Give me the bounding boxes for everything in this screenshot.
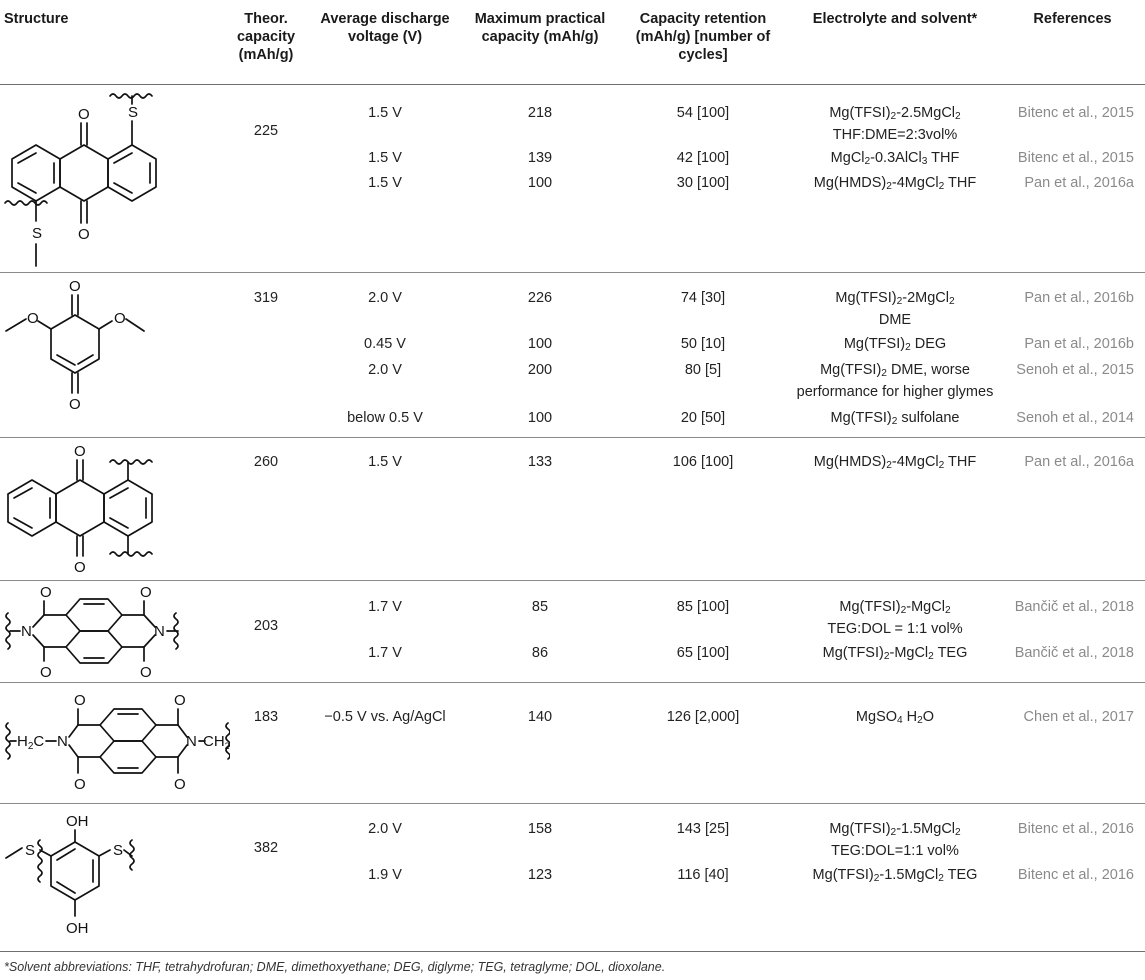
electrolyte-cell: $Mg(TFSI)_2$ DEG bbox=[843, 336, 947, 353]
header-retention-line1: Capacity retention bbox=[639, 11, 767, 27]
electrolyte-formula: $Mg(TFSI)_2$ DME, worse bbox=[820, 362, 970, 379]
nitrogen-label: N bbox=[154, 623, 165, 640]
sulfur-label: S bbox=[32, 225, 43, 242]
theor-capacity-cell: 225 bbox=[253, 123, 279, 139]
max-capacity-cell: 100 bbox=[527, 336, 553, 352]
header-structure: Structure bbox=[4, 11, 69, 27]
header-references: References bbox=[1033, 11, 1112, 27]
voltage-cell: 1.7 V bbox=[368, 645, 402, 661]
electrolyte-line2: TEG:DOL = 1:1 vol% bbox=[827, 621, 963, 637]
voltage-cell: 1.9 V bbox=[368, 867, 402, 883]
reference-cell: Bitenc et al., 2016 bbox=[1017, 821, 1134, 837]
max-capacity-cell: 85 bbox=[531, 599, 549, 615]
header-retention-line3: cycles] bbox=[678, 47, 728, 63]
voltage-cell: 2.0 V bbox=[368, 290, 402, 306]
oxygen-label: O bbox=[27, 310, 39, 327]
header-theor-line1: Theor. bbox=[244, 11, 288, 27]
header-theor-capacity bbox=[232, 10, 300, 64]
voltage-cell: 1.5 V bbox=[368, 105, 402, 121]
wavy-bond bbox=[110, 552, 152, 556]
structure-ndi-methylene bbox=[0, 683, 230, 803]
reference-cell: Bančič et al., 2018 bbox=[1014, 645, 1134, 661]
reference-cell: Bitenc et al., 2016 bbox=[1017, 867, 1134, 883]
electrolyte-cell: $Mg(TFSI)_2-1.5MgCl_2$ TEG bbox=[812, 867, 978, 884]
oxygen-label: O bbox=[174, 692, 186, 709]
retention-cell: 65 [100] bbox=[676, 645, 730, 661]
electrolyte-cell: $Mg(HMDS)_2-4MgCl_2$ THF bbox=[813, 175, 977, 192]
electrolyte-formula: $Mg(TFSI)_2-2.5MgCl_2$ bbox=[829, 105, 961, 122]
electrolyte-cell: MgCl$_2$-0.3AlCl$_3$ THF bbox=[830, 150, 960, 167]
voltage-cell: 1.5 V bbox=[368, 150, 402, 166]
voltage-cell: below 0.5 V bbox=[347, 410, 423, 426]
retention-cell: 42 [100] bbox=[676, 150, 730, 166]
header-maxcap-line2: capacity (mAh/g) bbox=[481, 29, 599, 45]
max-capacity-cell: 100 bbox=[527, 175, 553, 191]
sulfur-label: S bbox=[128, 104, 139, 121]
max-capacity-cell: 123 bbox=[527, 867, 553, 883]
voltage-cell: 1.5 V bbox=[368, 175, 402, 191]
header-voltage bbox=[310, 10, 460, 46]
footnote: *Solvent abbreviations: THF, tetrahydrofuran; DME, dimethoxyethane; DEG, diglyme; TEG, tetraglyme; DOL, dioxolane. bbox=[4, 960, 666, 974]
max-capacity-cell: 139 bbox=[527, 150, 553, 166]
structure-anthraquinone-polymer bbox=[0, 438, 230, 580]
oxygen-label: O bbox=[74, 559, 86, 576]
methylene-label: $CH_2$ bbox=[203, 733, 230, 751]
retention-cell: 74 [30] bbox=[680, 290, 726, 306]
nitrogen-label: N bbox=[21, 623, 32, 640]
max-capacity-cell: 140 bbox=[527, 709, 553, 725]
reference-cell: Pan et al., 2016b bbox=[1024, 290, 1134, 306]
max-capacity-cell: 218 bbox=[527, 105, 553, 121]
max-capacity-cell: 100 bbox=[527, 410, 553, 426]
header-electrolyte: Electrolyte and solvent* bbox=[812, 11, 978, 27]
reference-cell: Senoh et al., 2015 bbox=[1016, 362, 1134, 378]
electrolyte-formula: $Mg(TFSI)_2-1.5MgCl_2$ bbox=[829, 821, 961, 838]
electrolyte-cell: MgSO$_4$ $H_2O$ bbox=[855, 709, 935, 726]
voltage-cell: 2.0 V bbox=[368, 821, 402, 837]
oxygen-label: O bbox=[174, 776, 186, 793]
max-capacity-cell: 133 bbox=[527, 454, 553, 470]
retention-cell: 143 [25] bbox=[676, 821, 730, 837]
quinone-ring bbox=[56, 480, 104, 536]
voltage-cell: 1.5 V bbox=[368, 454, 402, 470]
reference-cell: Senoh et al., 2014 bbox=[1016, 410, 1134, 426]
header-voltage-line2: voltage (V) bbox=[347, 29, 423, 45]
oxygen-label: O bbox=[74, 692, 86, 709]
oxygen-label: O bbox=[78, 106, 90, 123]
theor-capacity-cell: 183 bbox=[253, 709, 279, 725]
oxygen-label: O bbox=[140, 584, 152, 601]
header-retention-line2: (mAh/g) [number of bbox=[635, 29, 771, 45]
electrolyte-line2: THF:DME=2:3vol% bbox=[832, 127, 958, 143]
electrolyte-line2: TEG:DOL=1:1 vol% bbox=[831, 843, 959, 859]
wavy-bond bbox=[38, 840, 42, 882]
electrolyte-formula: $Mg(TFSI)_2-MgCl_2$ bbox=[839, 599, 951, 616]
max-capacity-cell: 86 bbox=[531, 645, 549, 661]
nitrogen-label: N bbox=[186, 733, 197, 750]
reference-cell: Bitenc et al., 2015 bbox=[1017, 150, 1134, 166]
wavy-bond bbox=[5, 201, 47, 205]
oxygen-label: O bbox=[78, 226, 90, 243]
reference-cell: Pan et al., 2016a bbox=[1024, 175, 1134, 191]
retention-cell: 50 [10] bbox=[680, 336, 726, 352]
sulfur-label: S bbox=[113, 842, 124, 859]
structure-anthraquinone-sulfide bbox=[0, 86, 230, 272]
table-bottom-rule bbox=[0, 951, 1145, 952]
oxygen-label: O bbox=[69, 278, 81, 295]
theor-capacity-cell: 260 bbox=[253, 454, 279, 470]
benzene-ring bbox=[51, 842, 99, 900]
oxygen-label: O bbox=[140, 664, 152, 681]
structure-hydroquinone-sulfide bbox=[0, 804, 230, 951]
oxygen-label: O bbox=[114, 310, 126, 327]
oxygen-label: O bbox=[74, 443, 86, 460]
structure-naphthalene-diimide bbox=[0, 581, 230, 682]
electrolyte-cell: $Mg(TFSI)_2$ sulfolane bbox=[830, 410, 960, 427]
oxygen-label: O bbox=[74, 776, 86, 793]
methylene-label: $H_2C$ bbox=[17, 733, 45, 752]
reference-cell: Chen et al., 2017 bbox=[1023, 709, 1134, 725]
retention-cell: 116 [40] bbox=[677, 867, 729, 883]
hydroxyl-label: OH bbox=[66, 813, 89, 830]
structure-dimethoxybenzoquinone bbox=[0, 273, 230, 437]
theor-capacity-cell: 319 bbox=[253, 290, 279, 306]
wavy-bond bbox=[110, 460, 152, 464]
retention-cell: 106 [100] bbox=[672, 454, 734, 470]
oxygen-label: O bbox=[40, 584, 52, 601]
quinone-ring bbox=[60, 145, 108, 201]
oxygen-label: O bbox=[40, 664, 52, 681]
reference-cell: Bančič et al., 2018 bbox=[1014, 599, 1134, 615]
theor-capacity-cell: 203 bbox=[253, 618, 279, 634]
retention-cell: 85 [100] bbox=[676, 599, 730, 615]
electrolyte-formula: $Mg(TFSI)_2-2MgCl_2$ bbox=[835, 290, 955, 307]
nitrogen-label: N bbox=[57, 733, 68, 750]
reference-cell: Pan et al., 2016a bbox=[1024, 454, 1134, 470]
reference-cell: Pan et al., 2016b bbox=[1024, 336, 1134, 352]
header-theor-line3: (mAh/g) bbox=[238, 47, 294, 63]
voltage-cell: 0.45 V bbox=[364, 336, 406, 352]
electrolyte-line2: DME bbox=[878, 312, 912, 328]
header-rule bbox=[0, 84, 1145, 85]
max-capacity-cell: 226 bbox=[527, 290, 553, 306]
voltage-cell: −0.5 V vs. Ag/AgCl bbox=[324, 709, 446, 725]
reference-cell: Bitenc et al., 2015 bbox=[1017, 105, 1134, 121]
retention-cell: 80 [5] bbox=[684, 362, 722, 378]
hydroxyl-label: OH bbox=[66, 920, 89, 937]
header-max-capacity bbox=[460, 10, 620, 46]
max-capacity-cell: 158 bbox=[527, 821, 553, 837]
retention-cell: 20 [50] bbox=[680, 410, 726, 426]
electrolyte-line2: performance for higher glymes bbox=[796, 384, 994, 400]
electrolyte-cell: $Mg(TFSI)_2-MgCl_2$ TEG bbox=[822, 645, 968, 662]
voltage-cell: 2.0 V bbox=[368, 362, 402, 378]
retention-cell: 126 [2,000] bbox=[666, 709, 740, 725]
retention-cell: 54 [100] bbox=[676, 105, 730, 121]
wavy-bond bbox=[110, 94, 152, 98]
electrolyte-cell: $Mg(HMDS)_2-4MgCl_2$ THF bbox=[813, 454, 977, 471]
header-maxcap-line1: Maximum practical bbox=[474, 11, 606, 27]
header-theor-line2: capacity bbox=[236, 29, 296, 45]
theor-capacity-cell: 382 bbox=[253, 840, 279, 856]
max-capacity-cell: 200 bbox=[527, 362, 553, 378]
sulfur-label: S bbox=[25, 842, 36, 859]
header-voltage-line1: Average discharge bbox=[320, 11, 450, 27]
voltage-cell: 1.7 V bbox=[368, 599, 402, 615]
retention-cell: 30 [100] bbox=[676, 175, 730, 191]
oxygen-label: O bbox=[69, 396, 81, 413]
header-retention bbox=[618, 10, 788, 64]
